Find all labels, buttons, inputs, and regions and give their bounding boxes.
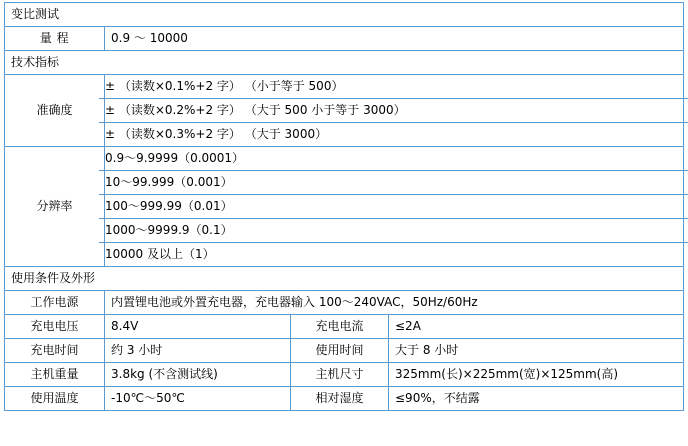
section-header-usage: 使用条件及外形 (5, 267, 684, 291)
table-row (5, 51, 684, 75)
specification-table (4, 2, 684, 411)
table-row (5, 315, 684, 339)
power-value: 内置锂电池或外置充电器，充电器输入 100～240VAC，50Hz/60Hz (105, 291, 684, 315)
size-label: 主机尺寸 (291, 363, 389, 387)
charge-current-value: ≤2A (389, 315, 684, 339)
accuracy-label: 准确度 (5, 75, 105, 147)
charge-time-label: 充电时间 (5, 339, 105, 363)
resolution-value-5: 10000 及以上（1） (105, 247, 215, 261)
charge-voltage-label: 充电电压 (5, 315, 105, 339)
weight-value: 3.8kg (不含测试线) (105, 363, 291, 387)
section-header-ratio-test: 变比测试 (5, 3, 684, 27)
accuracy-value-3: ± （读数×0.3%+2 字） （大于 3000） (105, 127, 328, 141)
humidity-value: ≤90%，不结露 (389, 387, 684, 411)
accuracy-value-1: ± （读数×0.1%+2 字） （小于等于 500） (99, 75, 688, 99)
resolution-label: 分辨率 (5, 147, 105, 267)
charge-current-label: 充电电流 (291, 315, 389, 339)
size-value: 325mm(长)×225mm(宽)×125mm(高) (389, 363, 684, 387)
table-row (5, 363, 684, 387)
range-value: 0.9 ～ 10000 (105, 27, 684, 51)
resolution-value-3: 100～999.99（0.01） (99, 195, 688, 219)
temperature-label: 使用温度 (5, 387, 105, 411)
use-time-value: 大于 8 小时 (389, 339, 684, 363)
charge-voltage-value: 8.4V (105, 315, 291, 339)
resolution-value-2: 10～99.999（0.001） (99, 171, 688, 195)
humidity-label: 相对湿度 (291, 387, 389, 411)
charge-time-value: 约 3 小时 (105, 339, 291, 363)
table-row (5, 291, 684, 315)
resolution-value-1: 0.9～9.9999（0.0001） (99, 147, 688, 171)
section-header-tech-specs: 技术指标 (5, 51, 684, 75)
table-row (5, 267, 684, 291)
table-row (5, 339, 684, 363)
weight-label: 主机重量 (5, 363, 105, 387)
resolution-values (105, 147, 684, 267)
temperature-value: -10℃～50℃ (105, 387, 291, 411)
use-time-label: 使用时间 (291, 339, 389, 363)
table-row (5, 27, 684, 51)
power-label: 工作电源 (5, 291, 105, 315)
table-row (5, 387, 684, 411)
spec-sheet (0, 2, 688, 446)
table-row (5, 75, 684, 147)
table-row (5, 147, 684, 267)
range-label: 量 程 (5, 27, 105, 51)
table-row (5, 3, 684, 27)
accuracy-values (105, 75, 684, 147)
accuracy-value-2: ± （读数×0.2%+2 字） （大于 500 小于等于 3000） (99, 99, 688, 123)
resolution-value-4: 1000～9999.9（0.1） (99, 219, 688, 243)
